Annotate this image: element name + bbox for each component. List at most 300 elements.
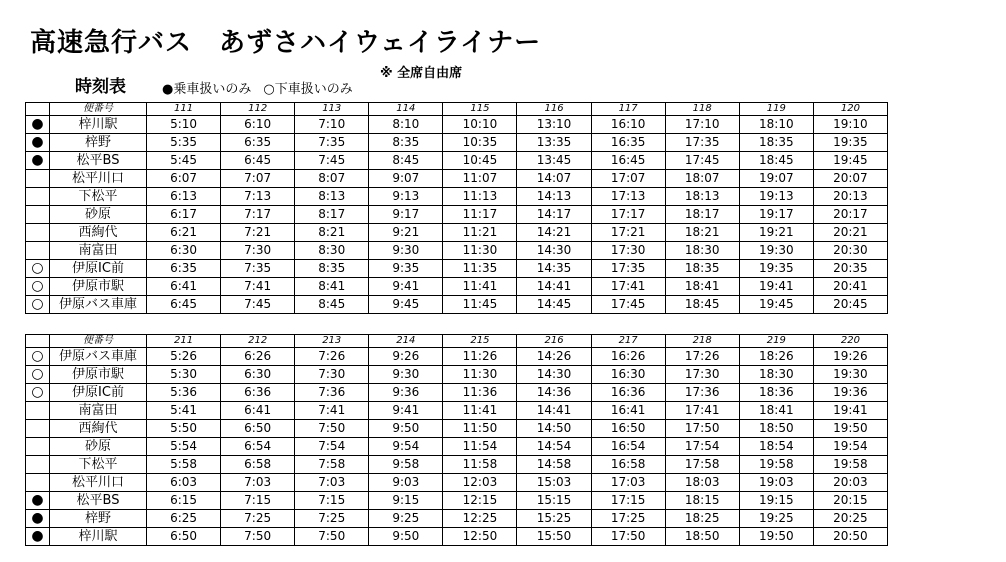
departure-time: 19:10	[813, 116, 887, 134]
departure-time: 16:41	[591, 402, 665, 420]
departure-time: 14:21	[517, 224, 591, 242]
departure-time: 7:45	[295, 152, 369, 170]
departure-time: 17:35	[665, 134, 739, 152]
station-name: 南富田	[50, 402, 147, 420]
station-name: 梓川駅	[50, 528, 147, 546]
departure-time: 8:07	[295, 170, 369, 188]
departure-time: 16:35	[591, 134, 665, 152]
departure-time: 18:25	[665, 510, 739, 528]
station-name: 伊原バス車庫	[50, 348, 147, 366]
table-row	[26, 116, 888, 134]
departure-time: 6:45	[147, 296, 221, 314]
alight-only-label: 下車扱いのみ	[274, 82, 353, 97]
station-name: 松平BS	[50, 492, 147, 510]
table-row	[26, 510, 888, 528]
departure-time: 14:54	[517, 438, 591, 456]
departure-time: 11:58	[443, 456, 517, 474]
station-name: 砂原	[50, 438, 147, 456]
departure-time: 19:58	[813, 456, 887, 474]
stop-type-icon: ○	[26, 260, 50, 278]
departure-time: 20:45	[813, 296, 887, 314]
departure-time: 7:03	[221, 474, 295, 492]
departure-time: 19:54	[813, 438, 887, 456]
departure-time: 19:03	[739, 474, 813, 492]
departure-time: 19:50	[739, 528, 813, 546]
departure-time: 7:50	[221, 528, 295, 546]
table-row	[26, 206, 888, 224]
departure-time: 6:07	[147, 170, 221, 188]
table-row	[26, 224, 888, 242]
departure-time: 19:07	[739, 170, 813, 188]
departure-time: 14:50	[517, 420, 591, 438]
departure-time: 6:50	[147, 528, 221, 546]
departure-time: 19:41	[813, 402, 887, 420]
departure-time: 5:26	[147, 348, 221, 366]
station-name: 松平川口	[50, 474, 147, 492]
departure-time: 12:50	[443, 528, 517, 546]
departure-time: 7:13	[221, 188, 295, 206]
departure-time: 5:35	[147, 134, 221, 152]
departure-time: 8:41	[295, 278, 369, 296]
trip-number: 117	[591, 103, 665, 116]
departure-time: 18:26	[739, 348, 813, 366]
departure-time: 10:10	[443, 116, 517, 134]
departure-time: 15:25	[517, 510, 591, 528]
departure-time: 6:54	[221, 438, 295, 456]
departure-time: 7:45	[221, 296, 295, 314]
departure-time: 20:15	[813, 492, 887, 510]
departure-time: 6:50	[221, 420, 295, 438]
departure-time: 19:36	[813, 384, 887, 402]
departure-time: 11:07	[443, 170, 517, 188]
departure-time: 5:50	[147, 420, 221, 438]
departure-time: 15:03	[517, 474, 591, 492]
table-row	[26, 492, 888, 510]
departure-time: 5:30	[147, 366, 221, 384]
stop-type-icon: ○	[26, 366, 50, 384]
departure-time: 16:30	[591, 366, 665, 384]
departure-time: 8:30	[295, 242, 369, 260]
departure-time: 9:03	[369, 474, 443, 492]
departure-time: 13:35	[517, 134, 591, 152]
departure-time: 20:25	[813, 510, 887, 528]
departure-time: 9:50	[369, 420, 443, 438]
departure-time: 18:45	[739, 152, 813, 170]
departure-time: 11:54	[443, 438, 517, 456]
stop-type-icon	[26, 188, 50, 206]
station-name: 南富田	[50, 242, 147, 260]
trip-number: 211	[147, 335, 221, 348]
trip-number: 115	[443, 103, 517, 116]
table-row	[26, 134, 888, 152]
station-name: 西絢代	[50, 420, 147, 438]
legend	[162, 78, 353, 97]
station-name: 下松平	[50, 456, 147, 474]
departure-time: 20:13	[813, 188, 887, 206]
trip-number-label: 便番号	[50, 103, 147, 116]
departure-time: 19:17	[739, 206, 813, 224]
stop-type-icon: ○	[26, 278, 50, 296]
departure-time: 6:03	[147, 474, 221, 492]
departure-time: 18:21	[665, 224, 739, 242]
departure-time: 18:41	[739, 402, 813, 420]
station-name: 梓野	[50, 134, 147, 152]
departure-time: 19:13	[739, 188, 813, 206]
table-row	[26, 474, 888, 492]
trip-number: 220	[813, 335, 887, 348]
station-name: 伊原IC前	[50, 384, 147, 402]
departure-time: 10:35	[443, 134, 517, 152]
table-row	[26, 242, 888, 260]
stop-type-icon: ●	[26, 116, 50, 134]
departure-time: 7:21	[221, 224, 295, 242]
stop-type-icon: ●	[26, 528, 50, 546]
alight-only-icon: ○	[263, 82, 275, 97]
departure-time: 17:50	[591, 528, 665, 546]
departure-time: 11:26	[443, 348, 517, 366]
station-name: 下松平	[50, 188, 147, 206]
station-name: 伊原市駅	[50, 278, 147, 296]
departure-time: 17:30	[591, 242, 665, 260]
departure-time: 19:41	[739, 278, 813, 296]
table-row	[26, 402, 888, 420]
departure-time: 9:13	[369, 188, 443, 206]
departure-time: 18:03	[665, 474, 739, 492]
stop-type-icon: ●	[26, 134, 50, 152]
departure-time: 18:35	[665, 260, 739, 278]
departure-time: 18:10	[739, 116, 813, 134]
trip-number: 216	[517, 335, 591, 348]
departure-time: 6:30	[221, 366, 295, 384]
departure-time: 14:07	[517, 170, 591, 188]
departure-time: 11:36	[443, 384, 517, 402]
departure-time: 20:21	[813, 224, 887, 242]
trip-number: 214	[369, 335, 443, 348]
departure-time: 6:35	[147, 260, 221, 278]
departure-time: 17:36	[665, 384, 739, 402]
departure-time: 14:13	[517, 188, 591, 206]
departure-time: 14:41	[517, 402, 591, 420]
departure-time: 19:25	[739, 510, 813, 528]
departure-time: 6:17	[147, 206, 221, 224]
departure-time: 9:45	[369, 296, 443, 314]
station-name: 梓川駅	[50, 116, 147, 134]
table-row	[26, 260, 888, 278]
departure-time: 11:17	[443, 206, 517, 224]
timetable-heading: 時刻表	[75, 77, 126, 97]
trip-number-label: 便番号	[50, 335, 147, 348]
departure-time: 17:13	[591, 188, 665, 206]
departure-time: 14:30	[517, 242, 591, 260]
departure-time: 6:35	[221, 134, 295, 152]
departure-time: 7:07	[221, 170, 295, 188]
departure-time: 15:15	[517, 492, 591, 510]
departure-time: 18:45	[665, 296, 739, 314]
departure-time: 9:21	[369, 224, 443, 242]
departure-time: 17:41	[591, 278, 665, 296]
table-row	[26, 296, 888, 314]
departure-time: 16:54	[591, 438, 665, 456]
station-name: 伊原市駅	[50, 366, 147, 384]
departure-time: 7:03	[295, 474, 369, 492]
departure-time: 17:03	[591, 474, 665, 492]
table-row	[26, 528, 888, 546]
departure-time: 7:10	[295, 116, 369, 134]
board-only-icon: ●	[162, 82, 174, 97]
departure-time: 7:30	[295, 366, 369, 384]
departure-time: 14:17	[517, 206, 591, 224]
trip-number: 111	[147, 103, 221, 116]
station-name: 砂原	[50, 206, 147, 224]
departure-time: 13:45	[517, 152, 591, 170]
departure-time: 16:36	[591, 384, 665, 402]
stop-type-icon: ●	[26, 152, 50, 170]
departure-time: 6:10	[221, 116, 295, 134]
departure-time: 19:15	[739, 492, 813, 510]
departure-time: 11:30	[443, 242, 517, 260]
departure-time: 7:25	[221, 510, 295, 528]
mark-header-cell	[26, 103, 50, 116]
stop-type-icon: ○	[26, 348, 50, 366]
departure-time: 9:07	[369, 170, 443, 188]
departure-time: 20:30	[813, 242, 887, 260]
departure-time: 5:10	[147, 116, 221, 134]
departure-time: 9:41	[369, 402, 443, 420]
departure-time: 6:41	[221, 402, 295, 420]
trip-number: 219	[739, 335, 813, 348]
departure-time: 17:35	[591, 260, 665, 278]
trip-number: 215	[443, 335, 517, 348]
departure-time: 19:21	[739, 224, 813, 242]
trip-number: 116	[517, 103, 591, 116]
departure-time: 7:50	[295, 420, 369, 438]
departure-time: 13:10	[517, 116, 591, 134]
departure-time: 9:54	[369, 438, 443, 456]
departure-time: 18:30	[665, 242, 739, 260]
seating-note: ※ 全席自由席	[380, 66, 463, 81]
stop-type-icon: ●	[26, 510, 50, 528]
departure-time: 17:45	[591, 296, 665, 314]
departure-time: 14:26	[517, 348, 591, 366]
departure-time: 18:41	[665, 278, 739, 296]
outbound-timetable	[25, 102, 888, 314]
departure-time: 6:15	[147, 492, 221, 510]
departure-time: 17:17	[591, 206, 665, 224]
station-name: 松平BS	[50, 152, 147, 170]
stop-type-icon	[26, 224, 50, 242]
departure-time: 18:35	[739, 134, 813, 152]
departure-time: 18:54	[739, 438, 813, 456]
departure-time: 11:50	[443, 420, 517, 438]
trip-number: 213	[295, 335, 369, 348]
departure-time: 11:30	[443, 366, 517, 384]
departure-time: 11:45	[443, 296, 517, 314]
departure-time: 5:41	[147, 402, 221, 420]
departure-time: 6:58	[221, 456, 295, 474]
departure-time: 17:58	[665, 456, 739, 474]
departure-time: 18:30	[739, 366, 813, 384]
table-row	[26, 348, 888, 366]
departure-time: 12:03	[443, 474, 517, 492]
departure-time: 18:13	[665, 188, 739, 206]
trip-number: 113	[295, 103, 369, 116]
departure-time: 6:21	[147, 224, 221, 242]
departure-time: 19:30	[739, 242, 813, 260]
departure-time: 7:26	[295, 348, 369, 366]
departure-time: 6:25	[147, 510, 221, 528]
stop-type-icon	[26, 420, 50, 438]
departure-time: 18:50	[739, 420, 813, 438]
station-name: 西絢代	[50, 224, 147, 242]
departure-time: 17:21	[591, 224, 665, 242]
departure-time: 7:41	[295, 402, 369, 420]
trip-number: 112	[221, 103, 295, 116]
table-row	[26, 438, 888, 456]
departure-time: 18:17	[665, 206, 739, 224]
departure-time: 9:30	[369, 242, 443, 260]
departure-time: 18:50	[665, 528, 739, 546]
header-row	[26, 335, 888, 348]
departure-time: 7:54	[295, 438, 369, 456]
table-row	[26, 278, 888, 296]
departure-time: 14:58	[517, 456, 591, 474]
table-row	[26, 366, 888, 384]
trip-number: 118	[665, 103, 739, 116]
departure-time: 20:50	[813, 528, 887, 546]
departure-time: 9:17	[369, 206, 443, 224]
trip-number: 114	[369, 103, 443, 116]
trip-number: 218	[665, 335, 739, 348]
stop-type-icon: ●	[26, 492, 50, 510]
table-row	[26, 170, 888, 188]
departure-time: 9:30	[369, 366, 443, 384]
departure-time: 6:41	[147, 278, 221, 296]
departure-time: 6:26	[221, 348, 295, 366]
departure-time: 7:36	[295, 384, 369, 402]
stop-type-icon	[26, 242, 50, 260]
departure-time: 5:54	[147, 438, 221, 456]
departure-time: 14:41	[517, 278, 591, 296]
departure-time: 6:30	[147, 242, 221, 260]
departure-time: 9:25	[369, 510, 443, 528]
departure-time: 19:26	[813, 348, 887, 366]
table-row	[26, 456, 888, 474]
departure-time: 8:10	[369, 116, 443, 134]
departure-time: 7:35	[221, 260, 295, 278]
departure-time: 11:35	[443, 260, 517, 278]
departure-time: 9:50	[369, 528, 443, 546]
departure-time: 8:21	[295, 224, 369, 242]
departure-time: 17:54	[665, 438, 739, 456]
trip-number: 120	[813, 103, 887, 116]
departure-time: 17:25	[591, 510, 665, 528]
departure-time: 11:21	[443, 224, 517, 242]
departure-time: 7:41	[221, 278, 295, 296]
departure-time: 8:17	[295, 206, 369, 224]
departure-time: 20:41	[813, 278, 887, 296]
departure-time: 7:15	[221, 492, 295, 510]
trip-number: 119	[739, 103, 813, 116]
departure-time: 9:26	[369, 348, 443, 366]
station-name: 松平川口	[50, 170, 147, 188]
departure-time: 17:07	[591, 170, 665, 188]
departure-time: 17:50	[665, 420, 739, 438]
departure-time: 20:03	[813, 474, 887, 492]
departure-time: 16:45	[591, 152, 665, 170]
departure-time: 14:30	[517, 366, 591, 384]
departure-time: 7:17	[221, 206, 295, 224]
departure-time: 19:45	[813, 152, 887, 170]
stop-type-icon	[26, 474, 50, 492]
departure-time: 17:15	[591, 492, 665, 510]
header-row	[26, 103, 888, 116]
departure-time: 5:36	[147, 384, 221, 402]
departure-time: 7:50	[295, 528, 369, 546]
stop-type-icon	[26, 170, 50, 188]
station-name: 伊原バス車庫	[50, 296, 147, 314]
departure-time: 19:35	[813, 134, 887, 152]
table-row	[26, 152, 888, 170]
departure-time: 10:45	[443, 152, 517, 170]
departure-time: 9:58	[369, 456, 443, 474]
departure-time: 6:13	[147, 188, 221, 206]
departure-time: 17:10	[665, 116, 739, 134]
departure-time: 15:50	[517, 528, 591, 546]
departure-time: 6:45	[221, 152, 295, 170]
departure-time: 8:13	[295, 188, 369, 206]
departure-time: 8:45	[295, 296, 369, 314]
stop-type-icon: ○	[26, 296, 50, 314]
departure-time: 19:35	[739, 260, 813, 278]
stop-type-icon: ○	[26, 384, 50, 402]
departure-time: 7:35	[295, 134, 369, 152]
departure-time: 11:13	[443, 188, 517, 206]
departure-time: 17:30	[665, 366, 739, 384]
departure-time: 18:07	[665, 170, 739, 188]
stop-type-icon	[26, 456, 50, 474]
stop-type-icon	[26, 438, 50, 456]
departure-time: 20:07	[813, 170, 887, 188]
departure-time: 16:10	[591, 116, 665, 134]
departure-time: 7:25	[295, 510, 369, 528]
inbound-timetable	[25, 334, 888, 546]
departure-time: 5:58	[147, 456, 221, 474]
departure-time: 18:36	[739, 384, 813, 402]
departure-time: 17:45	[665, 152, 739, 170]
departure-time: 7:58	[295, 456, 369, 474]
departure-time: 7:15	[295, 492, 369, 510]
departure-time: 9:35	[369, 260, 443, 278]
departure-time: 19:58	[739, 456, 813, 474]
mark-header-cell	[26, 335, 50, 348]
departure-time: 19:45	[739, 296, 813, 314]
departure-time: 8:45	[369, 152, 443, 170]
departure-time: 19:50	[813, 420, 887, 438]
departure-time: 18:15	[665, 492, 739, 510]
board-only-label: 乗車扱いのみ	[173, 82, 252, 97]
departure-time: 12:15	[443, 492, 517, 510]
departure-time: 12:25	[443, 510, 517, 528]
departure-time: 7:30	[221, 242, 295, 260]
departure-time: 16:50	[591, 420, 665, 438]
departure-time: 8:35	[369, 134, 443, 152]
departure-time: 20:35	[813, 260, 887, 278]
stop-type-icon	[26, 206, 50, 224]
departure-time: 9:15	[369, 492, 443, 510]
table-row	[26, 420, 888, 438]
station-name: 梓野	[50, 510, 147, 528]
departure-time: 16:58	[591, 456, 665, 474]
